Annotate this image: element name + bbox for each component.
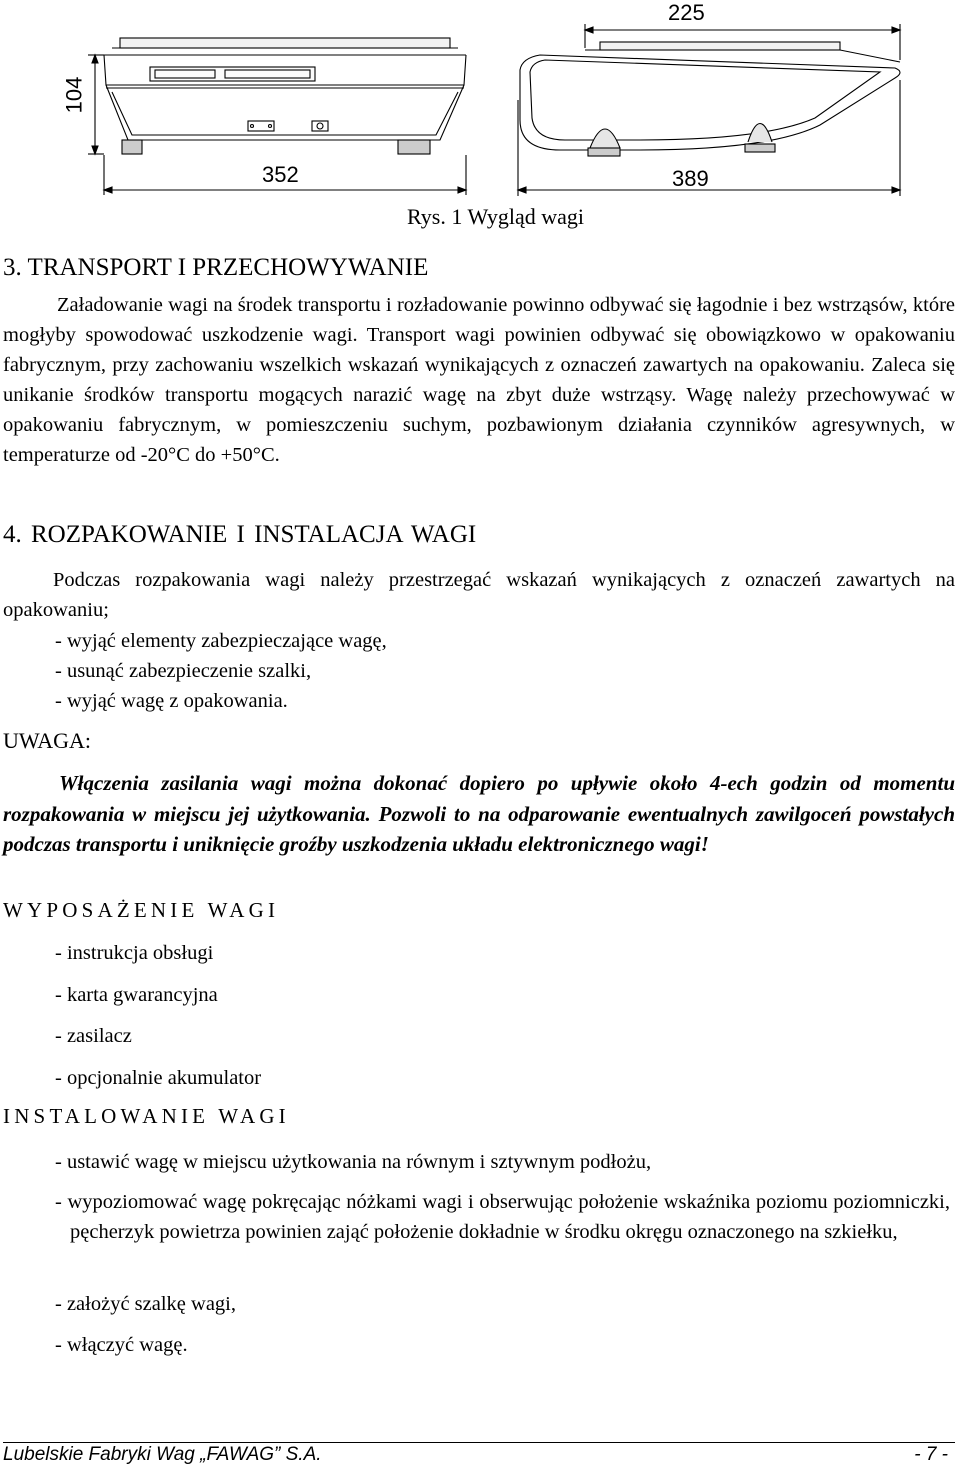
unpacking-step: - wyjąć wagę z opakowania. [55,690,288,712]
installation-item [55,1187,950,1247]
equipment-item: - instrukcja obsługi [55,942,214,964]
footer-page-number: - 7 - [914,1444,948,1465]
figure-caption: Rys. 1 Wygląd wagi [407,204,585,229]
installation-item: - założyć szalkę wagi, [55,1293,236,1315]
transport-paragraph [3,290,955,470]
equipment-item: - opcjonalnie akumulator [55,1067,262,1089]
scale-technical-drawing [0,0,960,205]
equipment-item: - zasilacz [55,1025,132,1047]
warning-label: UWAGA: [3,728,91,753]
section-heading-unpacking: 4. ROZPAKOWANIE I INSTALACJA WAGI [3,521,477,548]
equipment-item: - karta gwarancyjna [55,984,218,1006]
footer-company: Lubelskie Fabryki Wag „FAWAG” S.A. [3,1444,322,1465]
footer-divider [3,1442,955,1443]
section-heading-transport: 3. TRANSPORT I PRZECHOWYWANIE [3,254,429,281]
transport-text: Załadowanie wagi na środek transportu i rozładowanie powinno odbywać się łagodnie i bez wstrząsów, które mogłyby spowodować uszkodzenie wagi. Transport wagi powinien odbywać się obowiązkowo w opakowaniu fabrycznym, przy zachowaniu wszelkich wskazań wynikających z oznaczeń zawartych na opakowaniu. Zaleca się unikanie środków transportu mogących narazić wagę na zbyt duże wstrząsy. Wagę należy przechowywać w opakowaniu fabrycznym, w pomieszczeniu suchym, pozbawionym działania czynników agresywnych, w temperaturze od -20°C do +50°C. [3,294,955,466]
installation-heading: INSTALOWANIE WAGI [3,1104,290,1128]
warning-body: Włączenia zasilania wagi można dokonać dopiero po upływie około 4-ech godzin od momentu rozpakowania w miejscu jej użytkowania. Pozwoli to na odparowanie ewentualnych zawilgoceń powstałych podczas transportu i uniknięcie groźby uszkodzenia układu elektronicznego wagi! [3,771,955,856]
installation-item-text: - wypoziomować wagę pokręcając nóżkami wagi i obserwując położenie wskaźnika poziomu poziomniczki, pęcherzyk powietrza powinien zająć położenie dokładnie w środku okręgu oznaczonego na szkiełku, [55,1191,950,1243]
unpacking-intro-text: Podczas rozpakowania wagi należy przestrzegać wskazań wynikających z oznaczeń zawartych na opakowaniu; [3,569,955,621]
warning-text [3,768,955,860]
dim-front-width-label: 352 [262,162,299,187]
unpacking-step: - usunąć zabezpieczenie szalki, [55,660,312,682]
installation-item: - włączyć wagę. [55,1334,188,1356]
installation-item: - ustawić wagę w miejscu użytkowania na równym i sztywnym podłożu, [55,1151,652,1173]
unpacking-intro [3,565,955,625]
unpacking-step: - wyjąć elementy zabezpieczające wagę, [55,630,387,652]
dim-top-depth-label: 225 [668,0,705,25]
dim-side-depth-label: 389 [672,166,709,191]
equipment-heading: WYPOSAŻENIE WAGI [3,898,280,922]
dim-height-label: 104 [61,76,87,114]
